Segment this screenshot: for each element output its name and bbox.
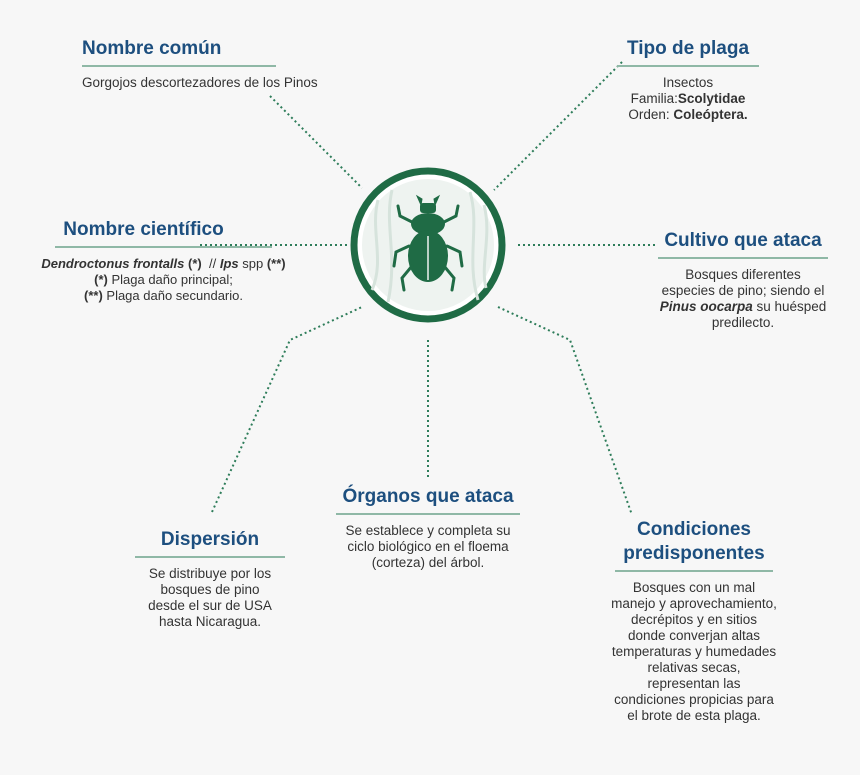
familia-label: Familia: xyxy=(630,91,678,106)
dispersion-text xyxy=(125,566,295,630)
tipo-plaga-title: Tipo de plaga xyxy=(617,38,759,67)
condiciones-line: decrépitos y en sitios xyxy=(630,612,758,627)
note-primary-text: Plaga daño principal; xyxy=(107,272,233,287)
nombre-cientifico-title: Nombre científico xyxy=(55,219,271,248)
species-spp: spp xyxy=(242,256,264,271)
species-ips: Ips xyxy=(219,256,239,271)
note-primary xyxy=(26,272,301,288)
species-separator: // xyxy=(208,256,217,271)
cultivo-host: Pinus oocarpa xyxy=(659,299,753,314)
organos-line2: ciclo biológico en el floema xyxy=(347,539,509,554)
dispersion-line3: desde el sur de USA xyxy=(148,598,272,613)
organos-line3: (corteza) del árbol. xyxy=(371,555,485,570)
cultivo-block xyxy=(652,230,834,331)
familia-value: Scolytidae xyxy=(677,91,746,106)
condiciones-line: condiciones propicias para xyxy=(614,692,774,707)
nombre-cientifico-block xyxy=(26,219,301,304)
center-emblem xyxy=(354,171,502,319)
mark-secondary: (**) xyxy=(266,256,286,271)
organos-block xyxy=(318,486,538,571)
condiciones-block xyxy=(600,518,788,724)
tipo-plaga-orden xyxy=(612,107,764,123)
organos-title: Órganos que ataca xyxy=(336,486,519,515)
condiciones-line: relativas secas, xyxy=(647,660,741,675)
cultivo-line4: predilecto. xyxy=(711,315,775,330)
condiciones-line: temperaturas y humedades xyxy=(611,644,777,659)
tipo-plaga-familia xyxy=(612,91,764,107)
note-primary-mark: (*) xyxy=(94,272,108,287)
organos-text xyxy=(318,523,538,571)
condiciones-line: el brote de esta plaga. xyxy=(627,708,761,723)
note-secondary xyxy=(26,288,301,304)
cultivo-text xyxy=(652,267,834,331)
condiciones-title xyxy=(615,518,772,572)
connector-condiciones xyxy=(498,307,632,515)
species-dendroctonus: Dendroctonus frontalls xyxy=(41,256,185,271)
orden-value: Coleóptera. xyxy=(673,107,748,122)
connector-dispersion xyxy=(212,307,362,512)
note-secondary-mark: (**) xyxy=(84,288,103,303)
mark-primary: (*) xyxy=(188,256,202,271)
dispersion-line2: bosques de pino xyxy=(160,582,260,597)
cultivo-line2: especies de pino; siendo el xyxy=(661,283,825,298)
nombre-cientifico-text xyxy=(26,256,301,304)
tipo-plaga-block xyxy=(612,38,764,123)
nombre-comun-title: Nombre común xyxy=(82,38,276,67)
cultivo-line3 xyxy=(652,299,834,315)
condiciones-line: donde converjan altas xyxy=(627,628,761,643)
condiciones-text xyxy=(600,580,788,724)
connector-tipo-plaga xyxy=(494,62,622,190)
nombre-comun-block xyxy=(82,38,372,91)
cultivo-line3-rest: su huésped xyxy=(752,299,827,314)
nombre-comun-text: Gorgojos descortezadores de los Pinos xyxy=(82,75,318,90)
cultivo-line1: Bosques diferentes xyxy=(685,267,801,282)
species-line xyxy=(26,256,301,272)
orden-label: Orden: xyxy=(628,107,674,122)
condiciones-title-line1: Condiciones xyxy=(636,519,751,540)
condiciones-line: representan las xyxy=(647,676,741,691)
dispersion-line1: Se distribuye por los xyxy=(148,566,272,581)
dispersion-line4: hasta Nicaragua. xyxy=(158,614,262,629)
tipo-plaga-insectos: Insectos xyxy=(662,75,714,90)
dispersion-block xyxy=(125,529,295,630)
organos-line1: Se establece y completa su xyxy=(345,523,511,538)
dispersion-title: Dispersión xyxy=(135,529,285,558)
condiciones-line: manejo y aprovechamiento, xyxy=(611,596,777,611)
condiciones-line: Bosques con un mal xyxy=(632,580,756,595)
connector-nombre-comun xyxy=(270,96,362,188)
tipo-plaga-text xyxy=(612,75,764,123)
cultivo-title: Cultivo que ataca xyxy=(658,230,827,259)
note-secondary-text: Plaga daño secundario. xyxy=(102,288,243,303)
condiciones-title-line2: predisponentes xyxy=(623,543,765,564)
